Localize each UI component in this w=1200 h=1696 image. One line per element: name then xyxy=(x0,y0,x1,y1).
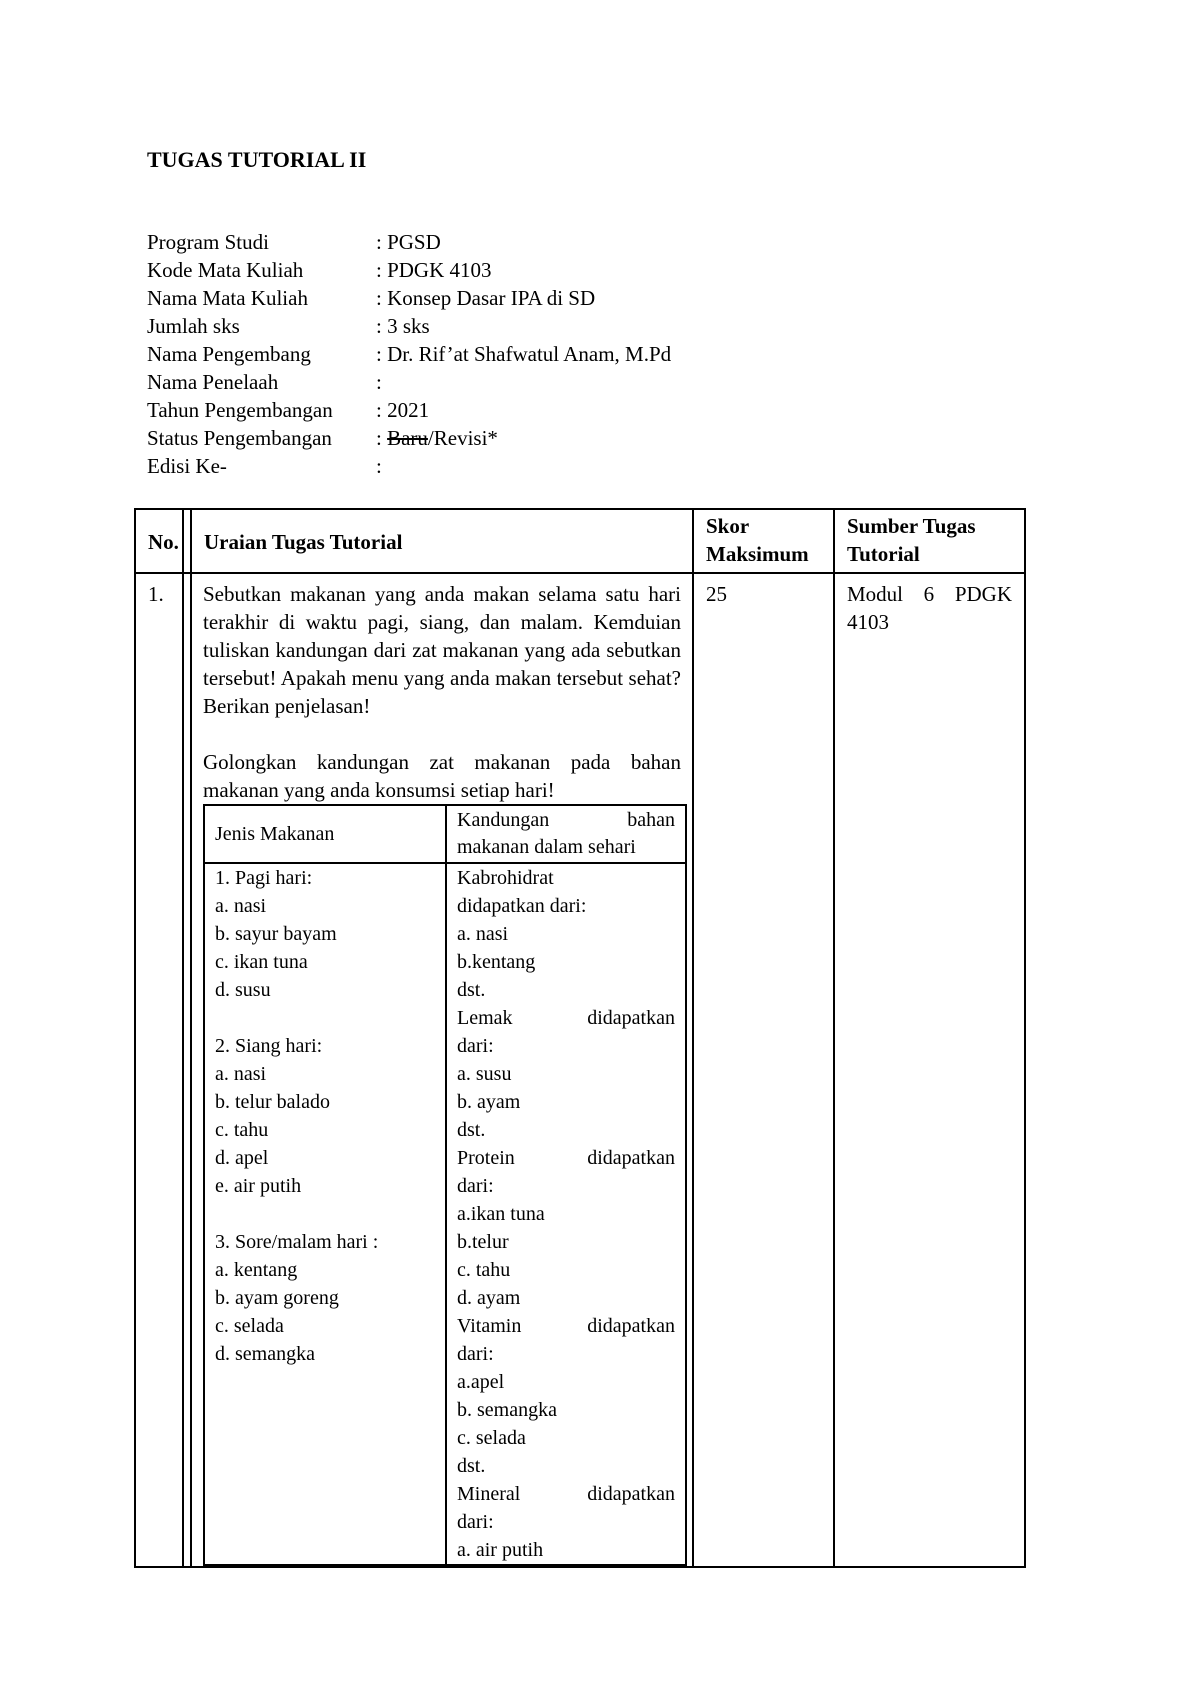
nutrient-line: c. tahu xyxy=(457,1259,511,1281)
nutrient-line: d. ayam xyxy=(457,1287,521,1309)
meta-value: : xyxy=(376,454,382,478)
nutrient-line: dari: xyxy=(457,1035,494,1057)
meta-row-program-studi xyxy=(147,228,671,256)
meta-label: Tahun Pengembangan xyxy=(147,398,333,422)
nutrient-line: dst. xyxy=(457,979,486,1001)
nutrient-line: dari: xyxy=(457,1511,494,1533)
food-line: d. semangka xyxy=(215,1343,315,1365)
nutrient-line: a. susu xyxy=(457,1063,512,1085)
food-table-body xyxy=(204,863,686,1565)
tutorial-task-table xyxy=(134,508,1026,1568)
food-table-header xyxy=(204,805,686,863)
meta-label: Nama Pengembang xyxy=(147,342,311,366)
food-line: e. air putih xyxy=(215,1175,302,1197)
meta-value xyxy=(376,424,498,452)
meta-label: Nama Mata Kuliah xyxy=(147,286,308,310)
food-line: c. tahu xyxy=(215,1119,269,1141)
food-line: 1. Pagi hari: xyxy=(215,867,313,889)
meta-value: : PDGK 4103 xyxy=(376,258,492,282)
nutrient-line: dari: xyxy=(457,1175,494,1197)
meta-value: : xyxy=(376,370,382,394)
nutrient-line: a. nasi xyxy=(457,923,509,945)
food-line: c. ikan tuna xyxy=(215,951,308,973)
food-line xyxy=(215,1004,435,1032)
course-info xyxy=(147,228,671,480)
nutrient-line: b.kentang xyxy=(457,951,536,973)
nutrient-line: dst. xyxy=(457,1119,486,1141)
header-no-label: No. xyxy=(148,530,179,554)
meta-label: Edisi Ke- xyxy=(147,454,227,478)
meta-row-kode-mata-kuliah xyxy=(147,256,671,284)
nutrient-line: Mineral didapatkan xyxy=(457,1483,675,1505)
meta-value: : PGSD xyxy=(376,230,441,254)
food-line: a. kentang xyxy=(215,1259,298,1281)
status-prefix: : xyxy=(376,426,388,450)
nutrient-line: Protein didapatkan xyxy=(457,1147,675,1169)
table-header-row xyxy=(135,509,1025,573)
meta-row-nama-mata-kuliah xyxy=(147,284,671,312)
food-line xyxy=(215,1200,435,1228)
max-score: 25 xyxy=(693,573,834,1567)
food-line: d. apel xyxy=(215,1147,269,1169)
document-title: TUGAS TUTORIAL II xyxy=(147,147,367,172)
nutrient-line: b.telur xyxy=(457,1231,509,1253)
row-number xyxy=(135,573,191,1567)
meta-label: Program Studi xyxy=(147,230,269,254)
meta-value: : 3 sks xyxy=(376,314,430,338)
meta-value: : 2021 xyxy=(376,398,430,422)
nutrient-line: a.ikan tuna xyxy=(457,1203,545,1225)
meta-row-nama-pengembang xyxy=(147,340,671,368)
header-skor: Skor Maksimum xyxy=(693,509,834,573)
nutrient-line: a. air putih xyxy=(457,1539,544,1561)
nutrient-line: b. ayam xyxy=(457,1091,521,1113)
nutrient-line: c. selada xyxy=(457,1427,526,1449)
nutrient-list xyxy=(446,863,686,1565)
meta-value: : Konsep Dasar IPA di SD xyxy=(376,286,596,310)
nutrient-line: Vitamin didapatkan xyxy=(457,1315,675,1337)
nutrient-line: a.apel xyxy=(457,1371,505,1393)
meta-label: Status Pengembangan xyxy=(147,426,332,450)
nutrient-line: Lemak didapatkan xyxy=(457,1007,675,1029)
row-number-label: 1. xyxy=(148,582,164,606)
food-line: 2. Siang hari: xyxy=(215,1035,323,1057)
food-line: b. telur balado xyxy=(215,1091,330,1113)
food-line: b. sayur bayam xyxy=(215,923,337,945)
header-sumber: Sumber Tugas Tutorial xyxy=(834,509,1025,573)
table-row xyxy=(135,573,1025,1567)
nutrient-line: Kabrohidrat xyxy=(457,867,554,889)
food-line: b. ayam goreng xyxy=(215,1287,339,1309)
header-no xyxy=(135,509,191,573)
nutrient-line: dst. xyxy=(457,1455,486,1477)
nutrient-line: dari: xyxy=(457,1343,494,1365)
nutrient-line: didapatkan dari: xyxy=(457,895,587,917)
food-list xyxy=(204,863,446,1565)
status-struck: Baru xyxy=(387,426,428,450)
task-description xyxy=(191,573,693,1567)
task-source: Modul 6 PDGK 4103 xyxy=(834,573,1025,1567)
meta-row-jumlah-sks xyxy=(147,312,671,340)
status-suffix: /Revisi* xyxy=(427,426,498,450)
task-paragraph-2: Golongkan kandungan zat makanan pada bahan makanan yang anda konsumsi setiap hari! xyxy=(203,750,681,802)
food-line: a. nasi xyxy=(215,1063,267,1085)
meta-row-status-pengembangan xyxy=(147,424,671,452)
food-line: a. nasi xyxy=(215,895,267,917)
meta-row-nama-penelaah xyxy=(147,368,671,396)
meta-label: Nama Penelaah xyxy=(147,370,279,394)
meta-label: Kode Mata Kuliah xyxy=(147,258,304,282)
nutrient-line: b. semangka xyxy=(457,1399,557,1421)
meta-label: Jumlah sks xyxy=(147,314,240,338)
food-line: c. selada xyxy=(215,1315,284,1337)
meta-value: : Dr. Rif’at Shafwatul Anam, M.Pd xyxy=(376,342,672,366)
food-header-kandungan: Kandungan bahan makanan dalam sehari xyxy=(446,805,686,863)
food-line: d. susu xyxy=(215,979,271,1001)
header-uraian: Uraian Tugas Tutorial xyxy=(191,509,693,573)
meta-row-edisi xyxy=(147,452,671,480)
food-header-jenis: Jenis Makanan xyxy=(204,805,446,863)
task-paragraph-1: Sebutkan makanan yang anda makan selama satu hari terakhir di waktu pagi, siang, dan malam. Kemduian tuliskan kandungan dari zat makanan yang ada sebutkan tersebut! Apakah menu yang anda makan tersebut sehat? Berikan penjelasan! xyxy=(203,582,681,718)
food-line: 3. Sore/malam hari : xyxy=(215,1231,379,1253)
food-content-table xyxy=(203,804,687,1566)
meta-row-tahun-pengembangan xyxy=(147,396,671,424)
